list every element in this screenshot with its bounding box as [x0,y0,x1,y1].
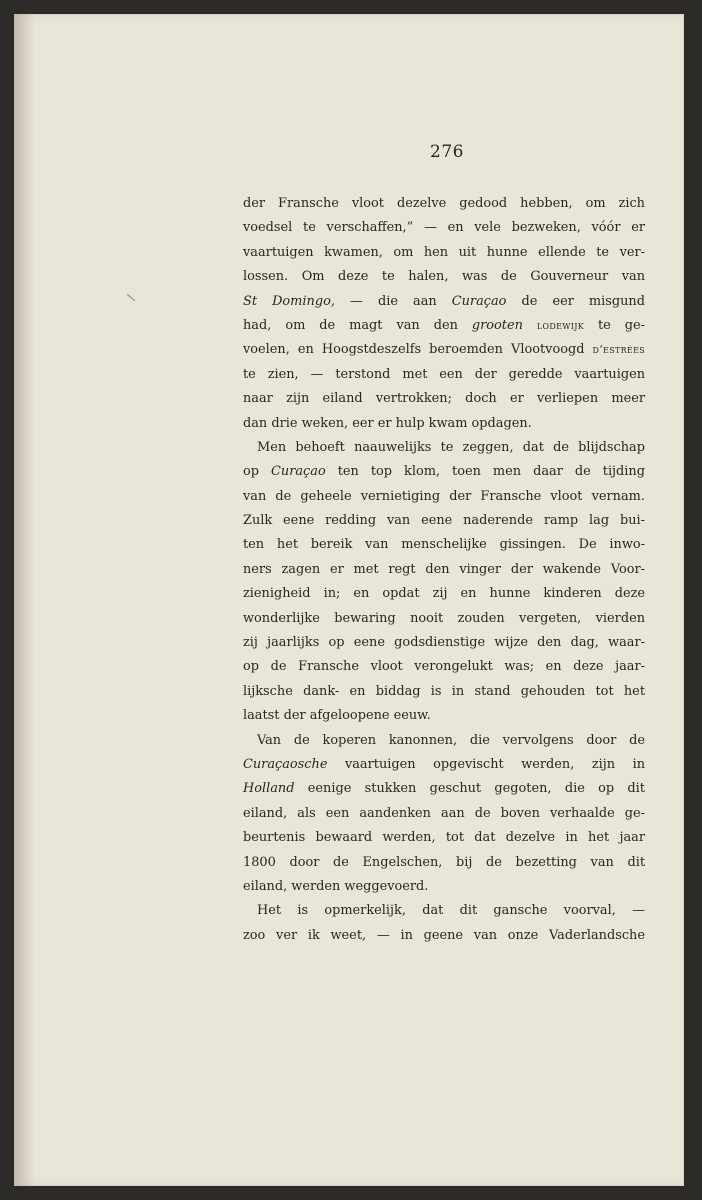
text-line [243,290,645,314]
text-line [243,680,645,704]
text-line [243,729,645,753]
text-segment: ners zagen er met regt den vinger der wakende Voor- [243,561,645,577]
text-segment: eenige stukken geschut gegoten, die op dit [294,781,645,797]
text-segment: der Fransche vloot dezelve gedood hebben, om zich [243,196,645,211]
text-line [243,558,645,582]
text-segment: lijksche dank- en biddag is in stand gehouden tot het [243,683,645,699]
margin-mark [127,294,135,301]
italic-text: Curaçao [271,464,326,480]
book-page [14,14,684,1186]
text-line [243,631,645,655]
page-number: 276 [430,142,464,162]
text-line [243,655,645,679]
text-segment: laatst der afgeloopene eeuw. [243,708,431,724]
text-line [243,704,645,728]
text-segment: op [243,464,272,480]
text-segment: Men behoeft naauwelijks te zeggen, dat de blijdschap [257,439,645,455]
text-segment: te zien, — terstond met een der geredde vaartuigen [243,366,645,382]
text-line [243,875,645,899]
text-line [243,826,645,850]
text-line [243,485,645,509]
text-line [243,314,645,338]
text-segment: zoo ver ik weet, — in geene van onze Vaderlandsche [243,927,645,943]
text-segment: naar zijn eiland vertrokken; doch er verliepen meer [243,391,645,407]
text-segment: voedsel te verschaffen,” — en vele bezweken, vóór er [243,220,645,236]
text-line [243,241,645,265]
text-line [243,802,645,826]
text-line [243,338,645,362]
text-segment: voelen, en Hoogstdeszelfs beroemden Vlootvoogd [243,342,593,358]
italic-text: Holland [243,781,295,797]
text-segment: Zulk eene redding van eene naderende ramp lag bui- [243,513,645,529]
text-segment: Het is opmerkelijk, dat dit gansche voorval, — [257,903,645,919]
text-segment: op de Fransche vloot verongelukt was; en deze jaar- [243,659,645,675]
text-line [243,753,645,777]
text-segment: dan drie weken, eer er hulp kwam opdagen. [243,415,532,431]
text-segment: — die aan [334,293,452,309]
text-segment: vaartuigen opgevischt werden, zijn in [327,756,645,772]
text-segment: de eer misgund [506,293,645,309]
text-line [243,412,645,436]
italic-text: Curaçao [451,293,507,309]
italic-text: Curaçaosche [243,756,328,772]
text-segment: ten top klom, toen men daar de tijding [325,464,645,480]
text-line [243,363,645,387]
text-line [243,192,645,216]
text-line [243,924,645,948]
body-text [243,192,645,948]
italic-text: grooten [471,317,523,333]
text-segment: ten het bereik van menschelijke gissingen. De inwo- [243,537,645,553]
text-segment: vaartuigen kwamen, om hen uit hunne ellende te ver- [243,244,645,260]
text-segment: had, om de magt van den [243,317,472,333]
text-line [243,899,645,923]
text-segment: eiland, werden weggevoerd. [243,878,429,894]
italic-text: St Domingo, [243,293,335,309]
text-segment: wonderlijke bewaring nooit zouden vergeten, vierden [243,610,645,626]
text-line [243,509,645,533]
gutter-shadow [14,14,36,1186]
text-segment: Van de koperen kanonnen, die vervolgens door de [257,732,645,748]
text-line [243,460,645,484]
text-segment [523,318,537,333]
small-caps-text: d’estrées [592,343,645,357]
text-line [243,436,645,460]
text-segment: van de geheele vernietiging der Fransche vloot vernam. [243,488,645,504]
text-line [243,582,645,606]
text-segment: eiland, als een aandenken aan de boven verhaalde ge- [243,805,645,821]
text-line [243,851,645,875]
text-segment: beurtenis bewaard werden, tot dat dezelve in het jaar [243,830,645,846]
text-segment: te ge- [583,317,645,333]
text-line [243,387,645,411]
small-caps-text: lodewijk [536,318,584,332]
text-segment: zij jaarlijks op eene godsdienstige wijze den dag, waar- [243,635,645,651]
text-line [243,533,645,557]
text-segment: lossen. Om deze te halen, was de Gouverneur van [243,269,645,285]
text-segment: zienigheid in; en opdat zij en hunne kinderen deze [243,586,645,602]
text-line [243,777,645,801]
text-line [243,607,645,631]
text-line [243,216,645,240]
text-line [243,265,645,289]
text-segment: 1800 door de Engelschen, bij de bezetting van dit [243,854,645,870]
